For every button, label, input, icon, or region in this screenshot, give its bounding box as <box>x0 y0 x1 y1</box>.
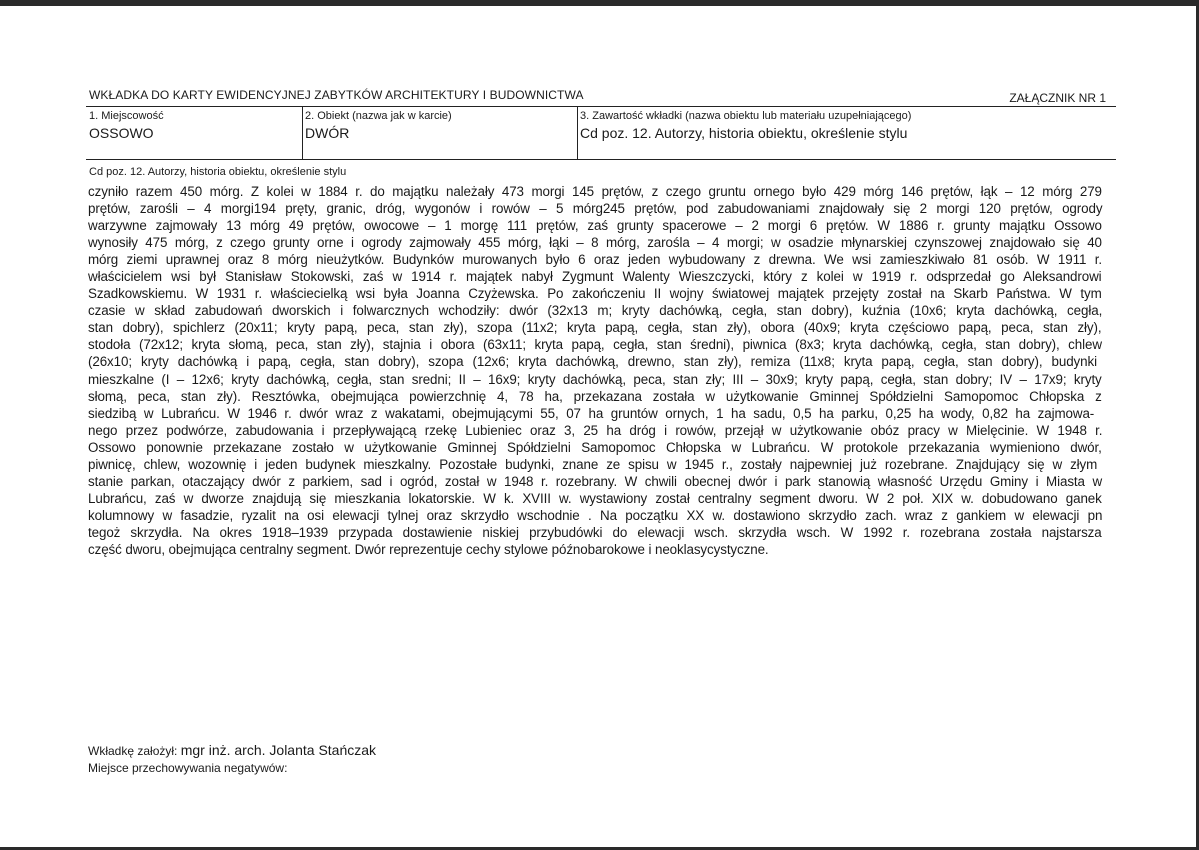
text-line: wynosiły 475 mórg, z czego grunty orne i ogrody zajmowały 455 mórg, łąki – 8 mórg, zarośla – 4 morgi; w osadzie młynarskiej czynszowej znajdowało się 40 <box>88 235 1102 251</box>
section-label: Cd poz. 12. Autorzy, historia obiektu, określenie stylu <box>89 166 347 178</box>
text-line: właścicielem wsi był Stanisław Stokowski, zaś w 1914 r. majątek nabył Zygmunt Walenty Wieszczycki, który z kolei w 1919 r. odsprzedał go Aleksandrowi <box>88 269 1102 285</box>
author-label: Wkładkę założył: <box>88 744 178 758</box>
text-line: mieszkalne (I – 12x6; kryty dachówką, cegła, stan sredni; II – 16x9; kryty dachówką, peca, stan zły; III – 30x9; kryty papą, cegła, stan dobry; IV – 17x9; kryty <box>88 371 1102 387</box>
history-text <box>88 183 1102 558</box>
locality-value: OSSOWO <box>89 125 154 141</box>
text-line: piwnicę, chlew, wozownię i jeden budynek mieszkalny. Pozostałe budynki, znane ze spisu w 1945 r., zostały najpewniej już rozebrane. Znajdujący się w złym <box>88 456 1098 472</box>
locality-label: 1. Miejscowość <box>89 110 164 122</box>
object-value: DWÓR <box>305 125 350 141</box>
negatives-location-label: Miejsce przechowywania negatywów: <box>88 761 288 775</box>
text-line: słomą, peca, stan zły). Resztówka, obejmująca powierzchnię 4, 78 ha, przekazana została w użytkowanie Gminnej Spółdzielni Samopomoc Chłopska z <box>88 388 1102 404</box>
object-cell <box>302 107 577 159</box>
content-label: 3. Zawartość wkładki (nazwa obiektu lub materiału uzupełniającego) <box>580 110 912 122</box>
object-label: 2. Obiekt (nazwa jak w karcie) <box>305 110 452 122</box>
content-cell <box>577 107 1116 159</box>
text-line: Lubrańcu, zaś w dworze znajdują się mieszkania lokatorskie. W k. XVIII w. wystawiony został centralny segment dworu. W 2 poł. XIX w. dobudowano ganek <box>88 490 1102 506</box>
author-line <box>88 742 376 758</box>
text-line: warzywne zajmowały 13 mórg 49 prętów, owocowe – 1 morgę 111 prętów, zaś grunty spacerowe – 2 morgi 6 prętów. W 1886 r. grunty majątku Ossowo <box>88 218 1102 234</box>
header-table <box>86 106 1116 160</box>
text-line: tegoż skrzydła. Na okres 1918–1939 przypada dostawienie niskiej przybudówki do elewacji wsch. skrzydła wsch. W 1992 r. rozebrana została najstarsza <box>88 524 1102 540</box>
text-line: Ossowo ponownie przekazane zostało w użytkowanie Gminnej Spółdzielni Samopomoc Chłopska w Lubrańcu. W protokole przekazania wymieniono dwór, <box>88 439 1102 455</box>
locality-cell <box>86 107 302 159</box>
text-line: nego przez podwórze, zabudowania i przepływającą rzekę Lubieniec oraz 3, 25 ha dróg i rowów, przejął w użytkowanie obóz pracy w Mielęcinie. W 1948 r. <box>88 422 1103 438</box>
text-line: prętów, zarośli – 4 morgi194 pręty, granic, dróg, wygonów i rowów – 5 mórg245 prętów, pod zabudowaniami znajdowały się 2 morgi 120 prętów, ogrody <box>88 201 1103 217</box>
author-name: mgr inż. arch. Jolanta Stańczak <box>180 742 377 758</box>
text-line: Szadkowskiemu. W 1931 r. właściecielką wsi była Joanna Czyżewska. Po zakończeniu II wojny światowej majątek przejęty został na Skarb Państwa. W tym <box>88 286 1102 302</box>
text-line: czasie w skład zabudowań dworskich i folwarcznych wchodziły: dwór (32x13 m; kryty dachówką, cegła, stan dobry), kuźnia (10x6; kryta dachówką, cegła, <box>88 303 1103 319</box>
document-title: WKŁADKA DO KARTY EWIDENCYJNEJ ZABYTKÓW ARCHITEKTURY I BUDOWNICTWA <box>89 88 584 102</box>
text-line: mórg ziemi uprawnej oraz 8 mórg nieużytków. Budynków murowanych było 6 oraz jeden wybudowany z drewna. We wsi zamieszkiwało 81 osób. W 1911 r. <box>88 252 1102 268</box>
text-line: (26x10; kryty dachówką i papą, cegła, stan dobry), szopa (12x6; kryta dachówką, drewno, stan zły), remiza (11x8; kryta papą, cegła, stan dobry), budynki <box>88 354 1097 370</box>
text-line: siedzibą w Lubrańcu. W 1946 r. dwór wraz z wakatami, obejmującymi 55, 07 ha gruntów ornych, 1 ha sadu, 0,5 ha parku, 0,25 ha wody, 0,82 ha zajmowa- <box>88 405 1095 421</box>
text-line: stodoła (72x12; kryta słomą, peca, stan zły), stajnia i obora (63x11; kryta papą, cegła, stan średni), piwnica (8x3; kryta dachówką, cegła, stan dobry), chlew <box>88 337 1102 353</box>
scan-border-top <box>0 0 1199 6</box>
text-line: stan dobry), spichlerz (20x11; kryty papą, peca, stan zły), szopa (11x2; kryta papą, cegła, stan zły), obora (40x9; kryta częściowo papą, peca, stan zły), <box>88 320 1102 336</box>
content-value: Cd poz. 12. Autorzy, historia obiektu, określenie stylu <box>580 125 908 141</box>
text-line: stanie parkan, otaczający dwór z parkiem, sad i ogród, został w 1948 r. rozebrany. W chwili obecnej dwór i park stanowią własność Urzędu Gminy i Miasta w <box>88 473 1103 489</box>
text-line: część dworu, obejmująca centralny segment. Dwór reprezentuje cechy stylowe późnobarokowe i neoklasycystyczne. <box>88 541 769 557</box>
text-line: kolumnowy w fasadzie, ryzalit na osi elewacji tylnej oraz skrzydło wschodnie . Na początku XX w. dostawiono skrzydło zach. wraz z gankiem w elewacji pn <box>88 507 1103 523</box>
annex-number: ZAŁĄCZNIK NR 1 <box>1009 91 1106 105</box>
text-line: czyniło razem 450 mórg. Z kolei w 1884 r. do majątku należały 473 morgi 145 prętów, z czego gruntu ornego było 429 mórg 146 prętów, łąk – 12 mórg 279 <box>88 184 1102 199</box>
